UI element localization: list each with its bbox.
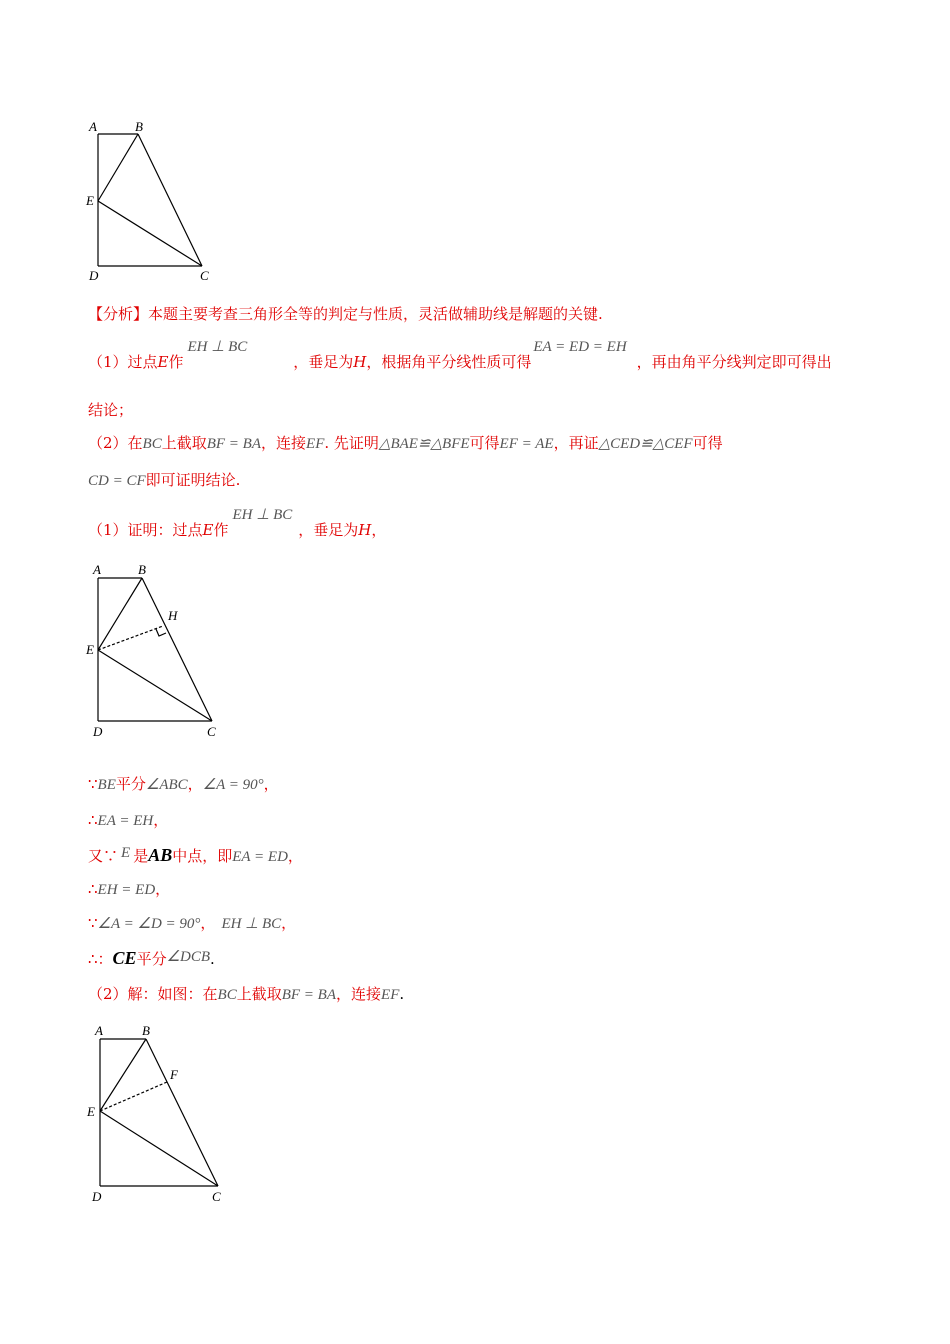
fig2-label-a: A (93, 562, 101, 577)
text: ，连接 (261, 434, 307, 452)
text: 可得 (469, 434, 500, 452)
proof-line-2 (88, 810, 168, 831)
because-symbol: ∵ (88, 775, 98, 793)
text: ， (200, 914, 216, 932)
fig2-label-h: H (168, 608, 178, 623)
math: EA = ED (232, 849, 288, 865)
text: ，垂足为 (298, 521, 359, 539)
therefore-symbol: ∴ (88, 880, 98, 898)
analysis-p1 (88, 339, 832, 373)
text: ， (153, 811, 169, 829)
point-e: E (157, 353, 169, 371)
text: 即可证明结论. (145, 471, 241, 489)
fig2-seg-be (98, 578, 142, 650)
math-eh-perp-bc: EH ⊥ BC (187, 339, 248, 355)
text: （2）解：如图：在 (88, 985, 218, 1003)
figure-1-diagram (80, 115, 230, 290)
fig1-label-a: A (89, 119, 97, 134)
math: CD = CF (88, 473, 146, 489)
text: （1）过点 (88, 353, 158, 371)
math: EF = AE (499, 436, 554, 452)
text: 是 (133, 847, 149, 865)
because-symbol: ∵ (88, 914, 98, 932)
fig3-label-f: F (170, 1067, 178, 1082)
text: ，再由角平分线判定即可得出 (636, 353, 832, 371)
math: EF (381, 987, 400, 1003)
math-ea-ed-eh: EA = ED = EH (533, 339, 627, 355)
text: （2）在 (88, 434, 143, 452)
proof-line-1 (88, 774, 279, 795)
text: 作 (213, 521, 229, 539)
fig3-seg-ef-dashed (100, 1082, 167, 1111)
math: △BAE≌△BFE (378, 436, 470, 452)
text: 可得 (692, 434, 723, 452)
fig3-label-d: D (92, 1189, 102, 1204)
text: ，根据角平分线性质可得 (366, 353, 532, 371)
text: 又∵ (88, 847, 119, 865)
text: . 先证明 (324, 434, 379, 452)
math: EH = ED (97, 882, 156, 898)
text: . (399, 985, 405, 1003)
text: （1）证明：过点 (88, 521, 203, 539)
figure-2-diagram (80, 558, 230, 743)
math: △CED≌△CEF (598, 436, 693, 452)
text: . (210, 950, 215, 968)
fig1-label-c: C (200, 268, 209, 283)
text: 上截取 (236, 985, 282, 1003)
fig3-label-a: A (95, 1023, 103, 1038)
therefore-symbol: ∴： (88, 950, 113, 968)
text: 中点，即 (172, 847, 233, 865)
text: 平分 (136, 950, 167, 968)
analysis-text: 本题主要考查三角形全等的判定与性质，灵活做辅助线是解题的关键. (148, 305, 603, 323)
math: ∠ABC (145, 777, 188, 793)
math: EF (306, 436, 325, 452)
math: ∠A = 90° (202, 777, 264, 793)
figure-3-diagram (82, 1022, 237, 1207)
text: ， (281, 914, 297, 932)
fig1-label-b: B (135, 119, 143, 134)
math: EH ⊥ BC (221, 916, 282, 932)
proof-step2 (88, 984, 404, 1005)
math: ∠A = ∠D = 90° (97, 916, 201, 932)
fig3-label-e: E (87, 1104, 95, 1119)
analysis-bracket: 【分析】 (88, 305, 149, 323)
text: ， (371, 521, 387, 539)
fig2-label-e: E (86, 642, 94, 657)
fig3-seg-be (100, 1039, 146, 1111)
fig2-label-b: B (138, 562, 146, 577)
analysis-p2-cont (88, 470, 240, 491)
fig1-label-e: E (86, 193, 94, 208)
analysis-p1-cont (88, 400, 133, 420)
analysis-line (88, 304, 603, 324)
math: ∠DCB (166, 949, 211, 965)
text: 结论； (88, 401, 134, 419)
text: ， (287, 847, 303, 865)
fig2-label-d: D (93, 724, 103, 739)
fig3-label-c: C (212, 1189, 221, 1204)
text: 平分 (115, 775, 146, 793)
fig2-right-angle-mark (156, 629, 166, 636)
fig1-seg-be (98, 134, 138, 201)
math: E (121, 845, 131, 861)
math: BC (142, 436, 162, 452)
text: 上截取 (161, 434, 207, 452)
fig1-label-d: D (89, 268, 99, 283)
math: BF = BA (281, 987, 337, 1003)
math: EA = EH (97, 813, 154, 829)
fig2-seg-eh-dashed (98, 626, 163, 650)
therefore-symbol: ∴ (88, 811, 98, 829)
text: ，垂足为 (293, 353, 354, 371)
text: ，再证 (553, 434, 599, 452)
text: ， (263, 775, 279, 793)
proof-line-3 (88, 845, 303, 867)
point-e: E (202, 521, 214, 539)
fig2-label-c: C (207, 724, 216, 739)
math-ce: CE (112, 948, 137, 968)
fig3-label-b: B (142, 1023, 150, 1038)
text: ， (187, 775, 203, 793)
text: ，连接 (336, 985, 382, 1003)
math-ab: AB (148, 845, 173, 865)
point-h: H (353, 353, 367, 371)
proof-line-5 (88, 913, 296, 934)
fig3-side-bc (146, 1039, 218, 1186)
proof-line-6 (88, 948, 215, 970)
point-h: H (358, 521, 372, 539)
math: BF = BA (206, 436, 262, 452)
text: 作 (168, 353, 184, 371)
proof-step1 (88, 507, 387, 541)
proof-line-4 (88, 879, 170, 900)
math: BC (217, 987, 237, 1003)
text: ， (155, 880, 171, 898)
math: EH ⊥ BC (232, 507, 293, 523)
analysis-p2 (88, 433, 723, 454)
math: BE (97, 777, 116, 793)
